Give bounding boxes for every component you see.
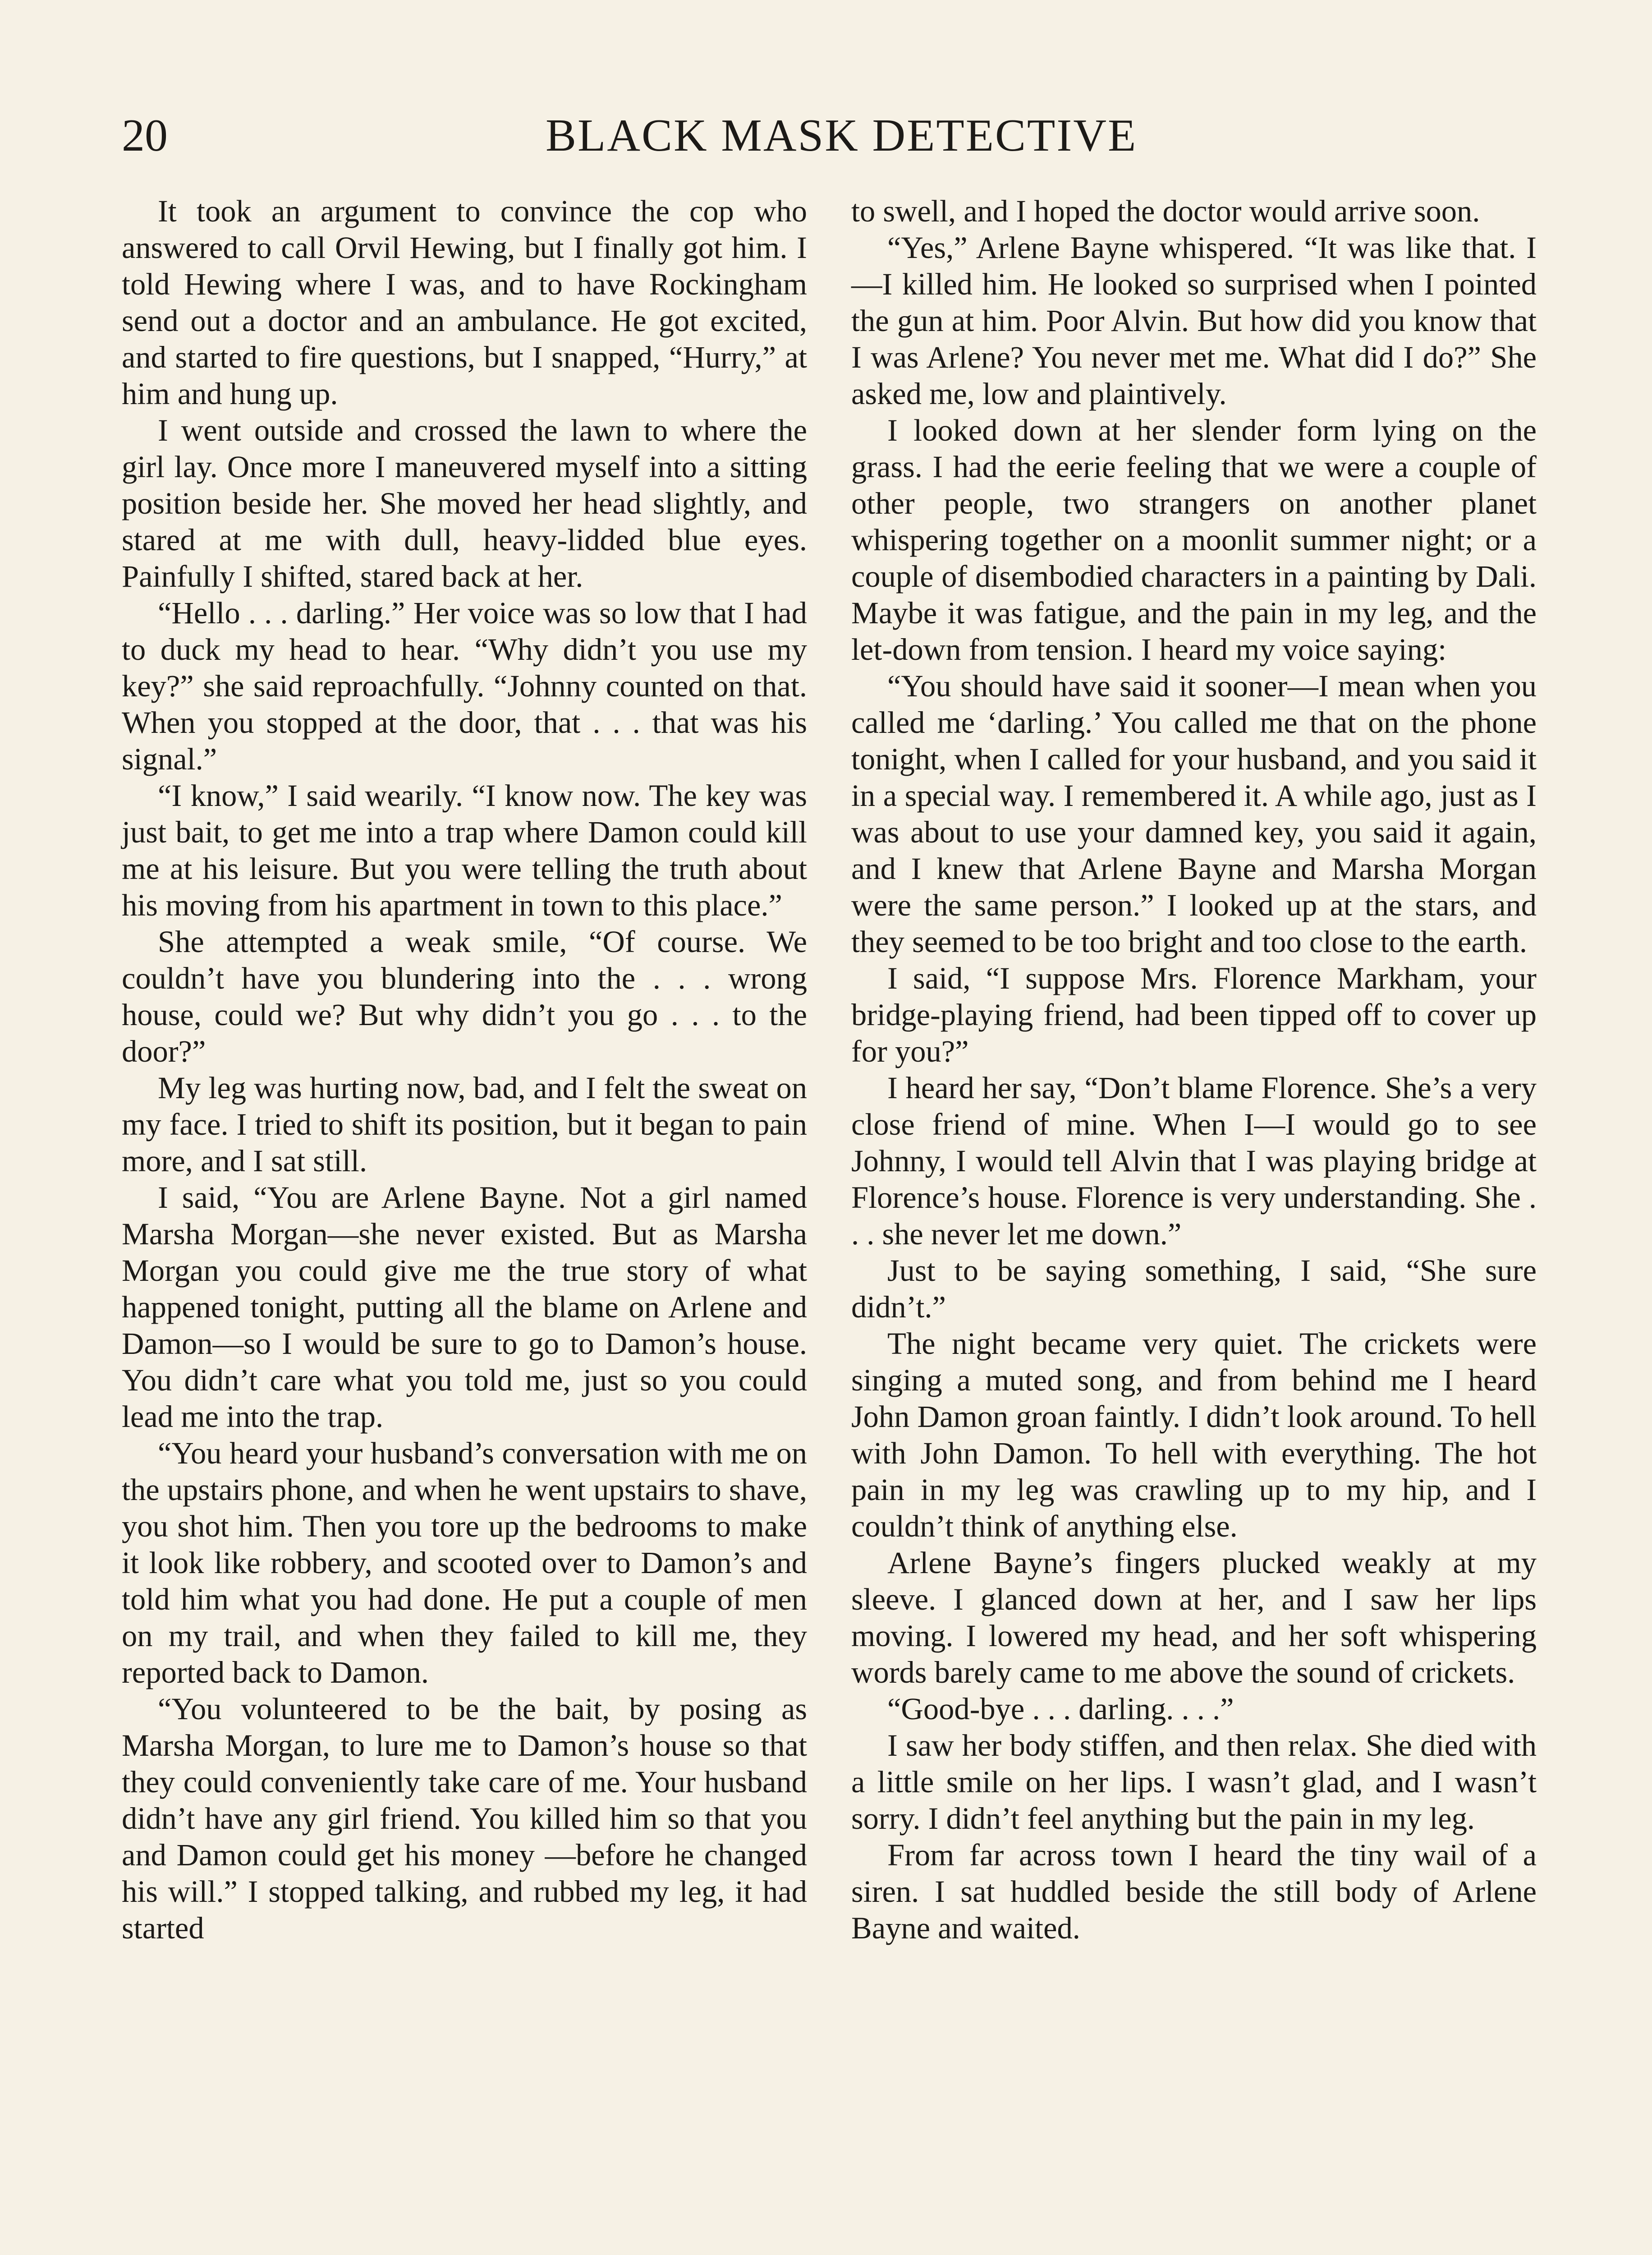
paragraph: “You heard your husband’s conversation with me on the upstairs phone, and when he went upstairs to shave, you shot him. Then you tore up the bedrooms to make it look like robbery, and scooted over to Damon’s and told him what you had done. He put a couple of men on my trail, and when they failed to kill me, they reported back to Damon. xyxy=(122,1436,807,1689)
paragraph: I said, “I suppose Mrs. Florence Markham, your bridge-playing friend, had been tipped off to cover up for you?” xyxy=(851,961,1537,1068)
paragraph: “Yes,” Arlene Bayne whispered. “It was like that. I—I killed him. He looked so surprised when I pointed the gun at him. Poor Alvin. But how did you know that I was Arlene? You never met me. What did I do?” She asked me, low and plaintively. xyxy=(851,230,1537,411)
paragraph: From far across town I heard the tiny wail of a siren. I sat huddled beside the still body of Arlene Bayne and waited. xyxy=(851,1838,1537,1945)
paragraph: My leg was hurting now, bad, and I felt the sweat on my face. I tried to shift its position, but it began to pain more, and I sat still. xyxy=(122,1071,807,1178)
paragraph: “You volunteered to be the bait, by posing as Marsha Morgan, to lure me to Damon’s house so that they could conveniently take care of me. Your husband didn’t have any girl friend. You killed him so that you and Damon could get his money —before he changed his will.” I stopped talking, and rubbed my leg, it had started xyxy=(122,1692,807,1945)
page-number: 20 xyxy=(122,110,168,161)
paragraph: It took an argument to convince the cop who answered to call Orvil Hewing, but I finally got him. I told Hewing where I was, and to have Rockingham send out a doctor and an ambulance. He got excited, and started to fire questions, but I snapped, “Hurry,” at him and hung up. xyxy=(122,194,807,411)
paragraph: “Good-bye . . . darling. . . .” xyxy=(887,1692,1234,1726)
right-column xyxy=(851,193,1537,1947)
paragraph: I saw her body stiffen, and then relax. She died with a little smile on her lips. I wasn’t glad, and I wasn’t sorry. I didn’t feel anything but the pain in my leg. xyxy=(851,1728,1537,1836)
paragraph: I heard her say, “Don’t blame Florence. She’s a very close friend of mine. When I—I would go to see Johnny, I would tell Alvin that I was playing bridge at Florence’s house. Florence is very understanding. She . . . she never let me down.” xyxy=(851,1071,1537,1251)
page-header xyxy=(0,0,1652,176)
paragraph: “I know,” I said wearily. “I know now. The key was just bait, to get me into a trap where Damon could kill me at his leisure. But you were telling the truth about his moving from his apartment in town to this place.” xyxy=(122,778,807,922)
paragraph: Arlene Bayne’s fingers plucked weakly at my sleeve. I glanced down at her, and I saw her lips moving. I lowered my head, and her soft whispering words barely came to me above the sound of crickets. xyxy=(851,1546,1537,1689)
paragraph: She attempted a weak smile, “Of course. We couldn’t have you blundering into the . . . wrong house, could we? But why didn’t you go . . . to the door?” xyxy=(122,925,807,1068)
paragraph: I went outside and crossed the lawn to where the girl lay. Once more I maneuvered myself into a sitting position beside her. She moved her head slightly, and stared at me with dull, heavy-lidded blue eyes. Painfully I shifted, stared back at her. xyxy=(122,413,807,594)
left-column xyxy=(122,193,807,1947)
paragraph: The night became very quiet. The crickets were singing a muted song, and from behind me I heard John Damon groan faintly. I didn’t look around. To hell with John Damon. To hell with everything. The hot pain in my leg was crawling up to my hip, and I couldn’t think of anything else. xyxy=(851,1326,1537,1543)
paragraph: I looked down at her slender form lying on the grass. I had the eerie feeling that we were a couple of other people, two strangers on another planet whispering together on a moonlit summer night; or a couple of disembodied characters in a painting by Dali. Maybe it was fatigue, and the pain in my leg, and the let-down from tension. I heard my voice saying: xyxy=(851,413,1537,667)
magazine-title: BLACK MASK DETECTIVE xyxy=(546,110,1138,161)
paragraph: “You should have said it sooner—I mean when you called me ‘darling.’ You called me that on the phone tonight, when I called for your husband, and you said it in a special way. I remembered it. A while ago, just as I was about to use your damned key, you said it again, and I knew that Arlene Bayne and Marsha Morgan were the same person.” I looked up at the stars, and they seemed to be too bright and too close to the earth. xyxy=(851,669,1537,959)
paragraph: Just to be saying something, I said, “She sure didn’t.” xyxy=(851,1253,1537,1324)
paragraph: I said, “You are Arlene Bayne. Not a girl named Marsha Morgan—she never existed. But as Marsha Morgan you could give me the true story of what happened tonight, putting all the blame on Arlene and Damon—so I would be sure to go to Damon’s house. You didn’t care what you told me, just so you could lead me into the trap. xyxy=(122,1180,807,1434)
paragraph-continuation: to swell, and I hoped the doctor would arrive soon. xyxy=(851,194,1480,228)
paragraph: “Hello . . . darling.” Her voice was so low that I had to duck my head to hear. “Why didn’t you use my key?” she said reproachfully. “Johnny counted on that. When you stopped at the door, that . . . that was his signal.” xyxy=(122,596,807,776)
